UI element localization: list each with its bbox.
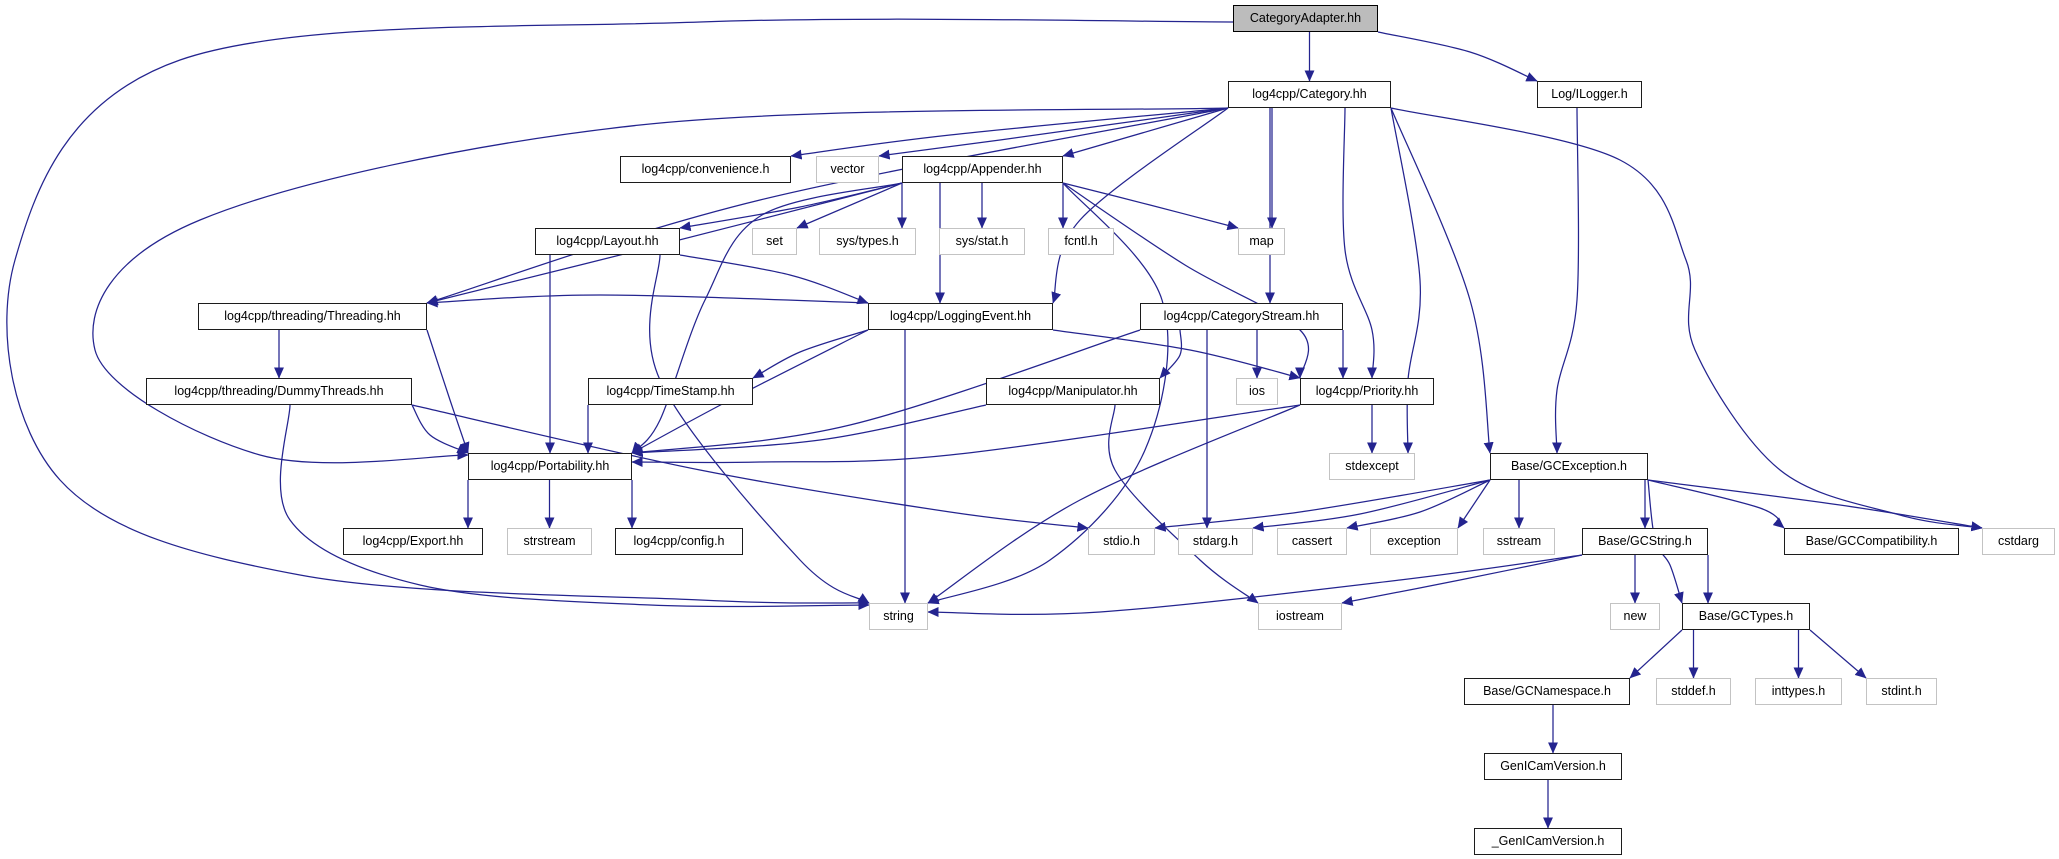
- graph-node-loggingevent[interactable]: log4cpp/LoggingEvent.hh: [868, 303, 1053, 330]
- graph-node-new: new: [1610, 603, 1660, 630]
- graph-node-categorystream[interactable]: log4cpp/CategoryStream.hh: [1140, 303, 1343, 330]
- edge-categorystream-to-manipulator: [1160, 330, 1181, 378]
- graph-node-threading[interactable]: log4cpp/threading/Threading.hh: [198, 303, 427, 330]
- graph-node-genicamversionpriv[interactable]: _GenICamVersion.h: [1474, 828, 1622, 855]
- graph-node-stdio: stdio.h: [1088, 528, 1155, 555]
- edge-gcstring-to-iostream: [1342, 555, 1582, 603]
- graph-node-vector: vector: [816, 156, 879, 183]
- graph-node-priority[interactable]: log4cpp/Priority.hh: [1300, 378, 1434, 405]
- graph-node-gctypes[interactable]: Base/GCTypes.h: [1682, 603, 1810, 630]
- edge-ilogger-to-gcexception: [1556, 108, 1579, 453]
- graph-node-stdarg: stdarg.h: [1178, 528, 1253, 555]
- graph-node-sstream: sstream: [1483, 528, 1555, 555]
- edge-gcexception-to-cstdarg: [1648, 480, 1982, 528]
- graph-node-timestamp[interactable]: log4cpp/TimeStamp.hh: [588, 378, 753, 405]
- edge-appender-to-map: [1063, 183, 1238, 228]
- edge-loggingevent-to-priority: [1053, 330, 1300, 378]
- graph-node-cstdarg: cstdarg: [1982, 528, 2055, 555]
- edge-dummythreads-to-string: [280, 405, 869, 606]
- edge-loggingevent-to-threading: [427, 295, 868, 303]
- edge-loggingevent-to-timestamp: [753, 330, 868, 378]
- graph-node-manipulator[interactable]: log4cpp/Manipulator.hh: [986, 378, 1160, 405]
- graph-node-cassert: cassert: [1277, 528, 1347, 555]
- graph-node-systypes: sys/types.h: [819, 228, 916, 255]
- graph-node-category[interactable]: log4cpp/Category.hh: [1228, 81, 1391, 108]
- edge-gctypes-to-stdint: [1810, 630, 1866, 678]
- edge-manipulator-to-iostream: [1109, 405, 1258, 603]
- graph-node-iostream: iostream: [1258, 603, 1342, 630]
- edge-manipulator-to-portability: [632, 405, 986, 453]
- edge-category-to-priority: [1343, 108, 1374, 378]
- graph-node-stdexcept: stdexcept: [1329, 453, 1415, 480]
- edge-gctypes-to-gcnamespace: [1630, 630, 1682, 678]
- graph-node-config[interactable]: log4cpp/config.h: [615, 528, 743, 555]
- graph-node-fcntl: fcntl.h: [1048, 228, 1114, 255]
- graph-node-layout[interactable]: log4cpp/Layout.hh: [535, 228, 680, 255]
- graph-node-inttypes: inttypes.h: [1755, 678, 1842, 705]
- edge-catadapter-to-ilogger: [1378, 32, 1537, 81]
- graph-node-ios: ios: [1236, 378, 1278, 405]
- graph-node-set: set: [752, 228, 797, 255]
- edge-priority-to-portability: [632, 405, 1300, 463]
- edge-category-to-cstdarg: [1391, 108, 1982, 528]
- graph-node-gccompat[interactable]: Base/GCCompatibility.h: [1784, 528, 1959, 555]
- graph-node-exception: exception: [1370, 528, 1458, 555]
- graph-node-gcexception[interactable]: Base/GCException.h: [1490, 453, 1648, 480]
- edge-gcexception-to-gccompat: [1648, 480, 1784, 528]
- graph-node-stddef: stddef.h: [1656, 678, 1731, 705]
- graph-node-catadapter: CategoryAdapter.hh: [1233, 5, 1378, 32]
- edge-gcstring-to-string: [928, 555, 1582, 614]
- edge-threading-to-portability: [427, 330, 468, 453]
- graph-node-ilogger[interactable]: Log/ILogger.h: [1537, 81, 1642, 108]
- edge-priority-to-string: [928, 405, 1300, 603]
- graph-node-portability[interactable]: log4cpp/Portability.hh: [468, 453, 632, 480]
- graph-node-map: map: [1238, 228, 1285, 255]
- graph-node-appender[interactable]: log4cpp/Appender.hh: [902, 156, 1063, 183]
- graph-node-export[interactable]: log4cpp/Export.hh: [343, 528, 483, 555]
- edge-appender-to-layout: [680, 183, 902, 228]
- graph-node-stdint: stdint.h: [1866, 678, 1937, 705]
- edge-category-to-vector: [879, 108, 1228, 156]
- edge-gcexception-to-cassert: [1347, 480, 1490, 528]
- graph-node-string: string: [869, 603, 928, 630]
- graph-node-sysstat: sys/stat.h: [939, 228, 1025, 255]
- graph-node-strstream: strstream: [507, 528, 592, 555]
- graph-node-convenience[interactable]: log4cpp/convenience.h: [620, 156, 791, 183]
- edge-layout-to-loggingevent: [680, 255, 868, 303]
- edge-gcexception-to-stdarg: [1253, 480, 1490, 528]
- graph-node-genicamversion[interactable]: GenICamVersion.h: [1484, 753, 1622, 780]
- graph-node-dummythreads[interactable]: log4cpp/threading/DummyThreads.hh: [146, 378, 412, 405]
- graph-node-gcstring[interactable]: Base/GCString.h: [1582, 528, 1708, 555]
- graph-node-gcnamespace[interactable]: Base/GCNamespace.h: [1464, 678, 1630, 705]
- edge-category-to-loggingevent: [1053, 108, 1228, 303]
